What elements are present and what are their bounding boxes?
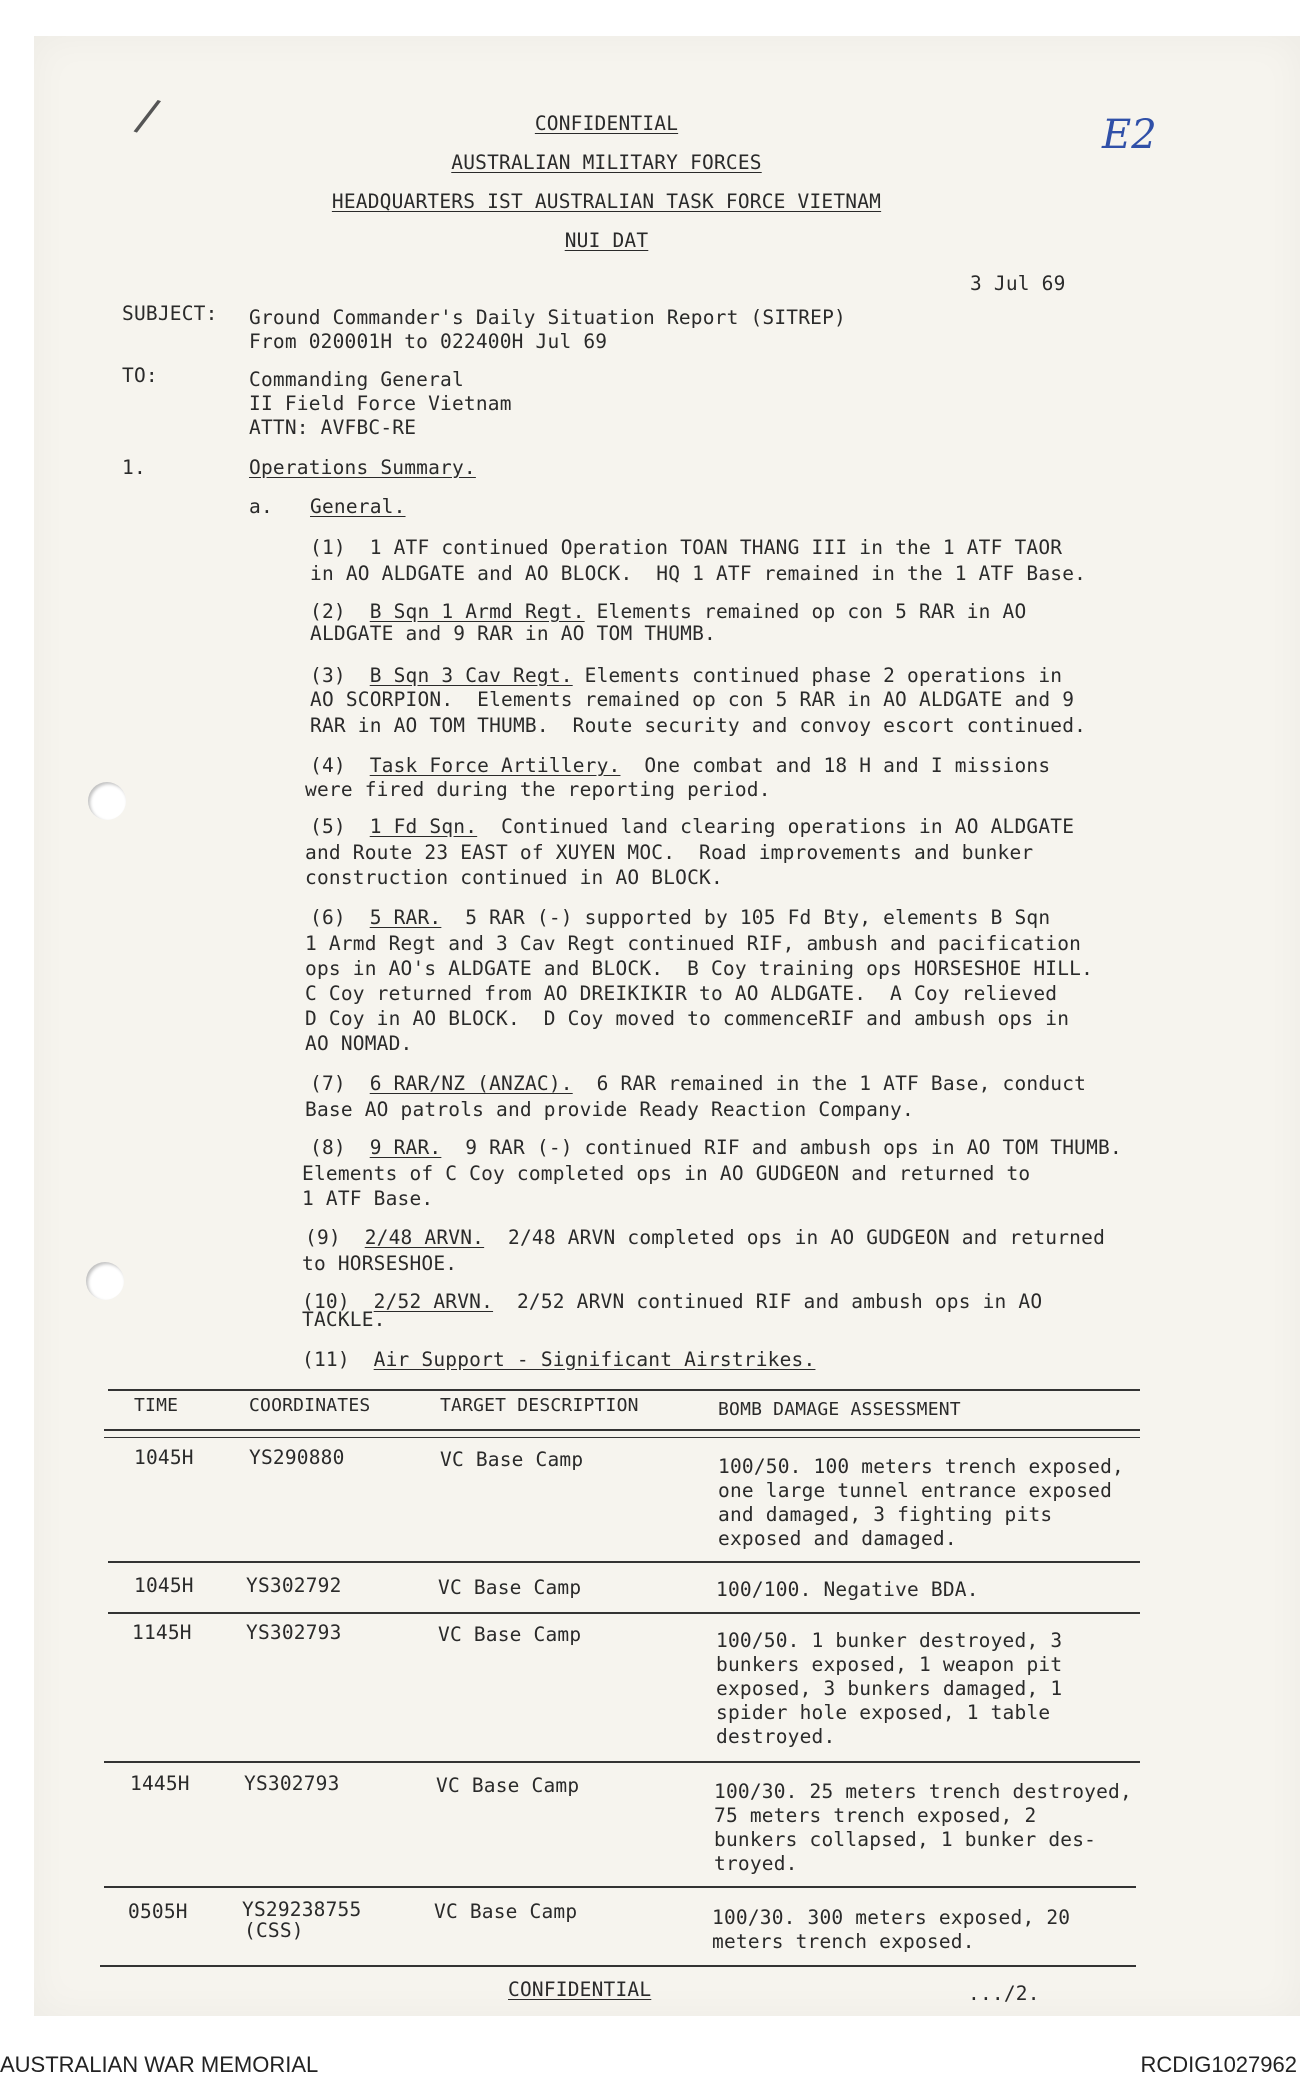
row-target: VC Base Camp (436, 1774, 580, 1797)
header-coordinates: COORDINATES (249, 1395, 371, 1416)
row-bda-line: spider hole exposed, 1 table (716, 1701, 1051, 1724)
row-time: 1045H (134, 1446, 194, 1469)
row-target: VC Base Camp (440, 1448, 584, 1471)
row-bda-line: 100/30. 300 meters exposed, 20 (712, 1906, 1071, 1929)
unit-name: 1 Fd Sqn. (369, 815, 478, 838)
para-3-line-1: (3) B Sqn 3 Cav Regt. Elements continued phase 2 operations in (310, 664, 1063, 687)
row-coordinates: YS302792 (246, 1574, 342, 1597)
unit-name: B Sqn 1 Armd Regt. (369, 600, 585, 623)
row-bda-line: and damaged, 3 fighting pits (718, 1503, 1053, 1526)
row-target: VC Base Camp (438, 1623, 582, 1646)
para-6-line-1: (6) 5 RAR. 5 RAR (-) supported by 105 Fd Bty, elements B Sqn (310, 906, 1051, 929)
archive-footer-left: AUSTRALIAN WAR MEMORIAL (0, 2052, 319, 2077)
unit-name: 9 RAR. (369, 1136, 442, 1159)
para-2-line-1: (2) B Sqn 1 Armd Regt. Elements remained op con 5 RAR in AO (310, 600, 1027, 623)
para-1-line-1: (1) 1 ATF continued Operation TOAN THANG III in the 1 ATF TAOR (310, 536, 1063, 559)
row-coordinates: YS302793 (246, 1621, 342, 1644)
row-coordinates: YS29238755 (242, 1898, 362, 1921)
archive-footer-right: RCDIG1027962 (1140, 2052, 1297, 2077)
para-9-line-2: to HORSESHOE. (302, 1252, 458, 1275)
para-3-line-2: AO SCORPION. Elements remained op con 5 RAR in AO ALDGATE and 9 (310, 688, 1075, 711)
document-date: 3 Jul 69 (970, 272, 1066, 295)
para-5-line-3: construction continued in AO BLOCK. (305, 866, 723, 889)
classification-top: CONFIDENTIAL (534, 112, 679, 135)
row-time: 1145H (132, 1621, 192, 1644)
para-4-line-2: were fired during the reporting period. (305, 778, 771, 801)
unit-name: 6 RAR/NZ (ANZAC). (369, 1072, 573, 1095)
para-4-line-1: (4) Task Force Artillery. One combat and 18 H and I missions (310, 754, 1051, 777)
subsection-letter: a. (249, 495, 273, 518)
subsection-title: General. (310, 495, 406, 518)
unit-name: Task Force Artillery. (369, 754, 621, 777)
row-bda-line: one large tunnel entrance exposed (718, 1479, 1113, 1502)
row-bda-line: 75 meters trench exposed, 2 (714, 1804, 1037, 1827)
row-time: 0505H (128, 1900, 188, 1923)
classification-bottom: CONFIDENTIAL (508, 1978, 652, 2001)
para-10-line-2: TACKLE. (302, 1308, 386, 1331)
row-target: VC Base Camp (434, 1900, 578, 1923)
unit-name: 2/52 ARVN. (373, 1290, 494, 1313)
unit-name: 5 RAR. (369, 906, 442, 929)
table-rule (104, 1886, 1136, 1888)
table-rule (108, 1561, 1140, 1563)
unit-name: Air Support - Significant Airstrikes. (373, 1348, 816, 1371)
subject-label: SUBJECT: (122, 302, 218, 325)
org-title: AUSTRALIAN MILITARY FORCES (451, 151, 762, 174)
row-bda-line: 100/50. 1 bunker destroyed, 3 (716, 1629, 1063, 1652)
unit-name: B Sqn 3 Cav Regt. (369, 664, 573, 687)
location-title: NUI DAT (564, 229, 649, 252)
table-rule (104, 1761, 1140, 1763)
table-rule (104, 1437, 1140, 1438)
row-bda-line: exposed and damaged. (718, 1527, 957, 1550)
para-2-line-2: ALDGATE and 9 RAR in AO TOM THUMB. (310, 622, 716, 645)
table-rule (104, 1429, 1140, 1431)
row-bda-line: 100/30. 25 meters trench destroyed, (714, 1780, 1132, 1803)
header-bomb-damage-assessment: BOMB DAMAGE ASSESSMENT (718, 1399, 961, 1420)
table-rule (108, 1389, 1140, 1391)
page-continuation: .../2. (968, 1982, 1040, 2005)
para-8-line-2: Elements of C Coy completed ops in AO GUDGEON and returned to (302, 1162, 1031, 1185)
para-8-line-3: 1 ATF Base. (302, 1187, 434, 1210)
section-number: 1. (122, 456, 146, 479)
para-1-line-2: in AO ALDGATE and AO BLOCK. HQ 1 ATF remained in the 1 ATF Base. (310, 562, 1087, 585)
para-6-line-2: 1 Armd Regt and 3 Cav Regt continued RIF, ambush and pacification (305, 932, 1082, 955)
to-line-1: Commanding General (249, 368, 464, 391)
row-bda-line: 100/50. 100 meters trench exposed, (718, 1455, 1124, 1478)
subject-line-2: From 020001H to 022400H Jul 69 (249, 330, 608, 353)
para-7-line-2: Base AO patrols and provide Ready Reaction Company. (305, 1098, 914, 1121)
row-coordinates-note: (CSS) (244, 1919, 304, 1942)
para-9-line-1: (9) 2/48 ARVN. 2/48 ARVN completed ops in AO GUDGEON and returned (305, 1226, 1106, 1249)
para-11-line-1: (11) Air Support - Significant Airstrikes. (302, 1348, 816, 1371)
subject-line-1: Ground Commander's Daily Situation Report (SITREP) (249, 306, 846, 329)
para-6-line-3: ops in AO's ALDGATE and BLOCK. B Coy training ops HORSESHOE HILL. (305, 957, 1094, 980)
row-bda-line: troyed. (714, 1852, 798, 1875)
row-time: 1045H (134, 1574, 194, 1597)
table-rule (100, 1965, 1136, 1967)
row-bda-line: exposed, 3 bunkers damaged, 1 (716, 1677, 1063, 1700)
to-line-2: II Field Force Vietnam (249, 392, 512, 415)
header-target-description: TARGET DESCRIPTION (440, 1395, 639, 1416)
to-line-3: ATTN: AVFBC-RE (249, 416, 417, 439)
para-7-line-1: (7) 6 RAR/NZ (ANZAC). 6 RAR remained in the 1 ATF Base, conduct (310, 1072, 1087, 1095)
para-5-line-1: (5) 1 Fd Sqn. Continued land clearing operations in AO ALDGATE (310, 815, 1075, 838)
header-time: TIME (134, 1395, 179, 1416)
para-10-line-1: (10) 2/52 ARVN. 2/52 ARVN continued RIF and ambush ops in AO (302, 1290, 1043, 1313)
hq-title: HEADQUARTERS IST AUSTRALIAN TASK FORCE VIETNAM (331, 190, 882, 213)
para-3-line-3: RAR in AO TOM THUMB. Route security and convoy escort continued. (310, 714, 1087, 737)
unit-name: 2/48 ARVN. (364, 1226, 485, 1249)
section-title: Operations Summary. (249, 456, 476, 479)
row-bda-line: meters trench exposed. (712, 1930, 975, 1953)
para-6-line-4: C Coy returned from AO DREIKIKIR to AO ALDGATE. A Coy relieved (305, 982, 1058, 1005)
para-6-line-5: D Coy in AO BLOCK. D Coy moved to commenceRIF and ambush ops in (305, 1007, 1070, 1030)
row-bda-line: bunkers exposed, 1 weapon pit (716, 1653, 1063, 1676)
row-coordinates: YS290880 (249, 1446, 345, 1469)
row-time: 1445H (130, 1772, 190, 1795)
para-8-line-1: (8) 9 RAR. 9 RAR (-) continued RIF and ambush ops in AO TOM THUMB. (310, 1136, 1122, 1159)
table-rule (108, 1612, 1140, 1614)
row-bda-line: bunkers collapsed, 1 bunker des- (714, 1828, 1097, 1851)
handwritten-tick-mark: / (131, 86, 165, 144)
row-bda-line: 100/100. Negative BDA. (716, 1578, 979, 1601)
handwritten-reference: E2 (1102, 112, 1157, 158)
para-5-line-2: and Route 23 EAST of XUYEN MOC. Road improvements and bunker (305, 841, 1034, 864)
row-bda-line: destroyed. (716, 1725, 836, 1748)
punch-hole (88, 782, 126, 820)
row-coordinates: YS302793 (244, 1772, 340, 1795)
para-6-line-6: AO NOMAD. (305, 1032, 413, 1055)
row-target: VC Base Camp (438, 1576, 582, 1599)
to-label: TO: (122, 364, 158, 387)
punch-hole (86, 1262, 124, 1300)
